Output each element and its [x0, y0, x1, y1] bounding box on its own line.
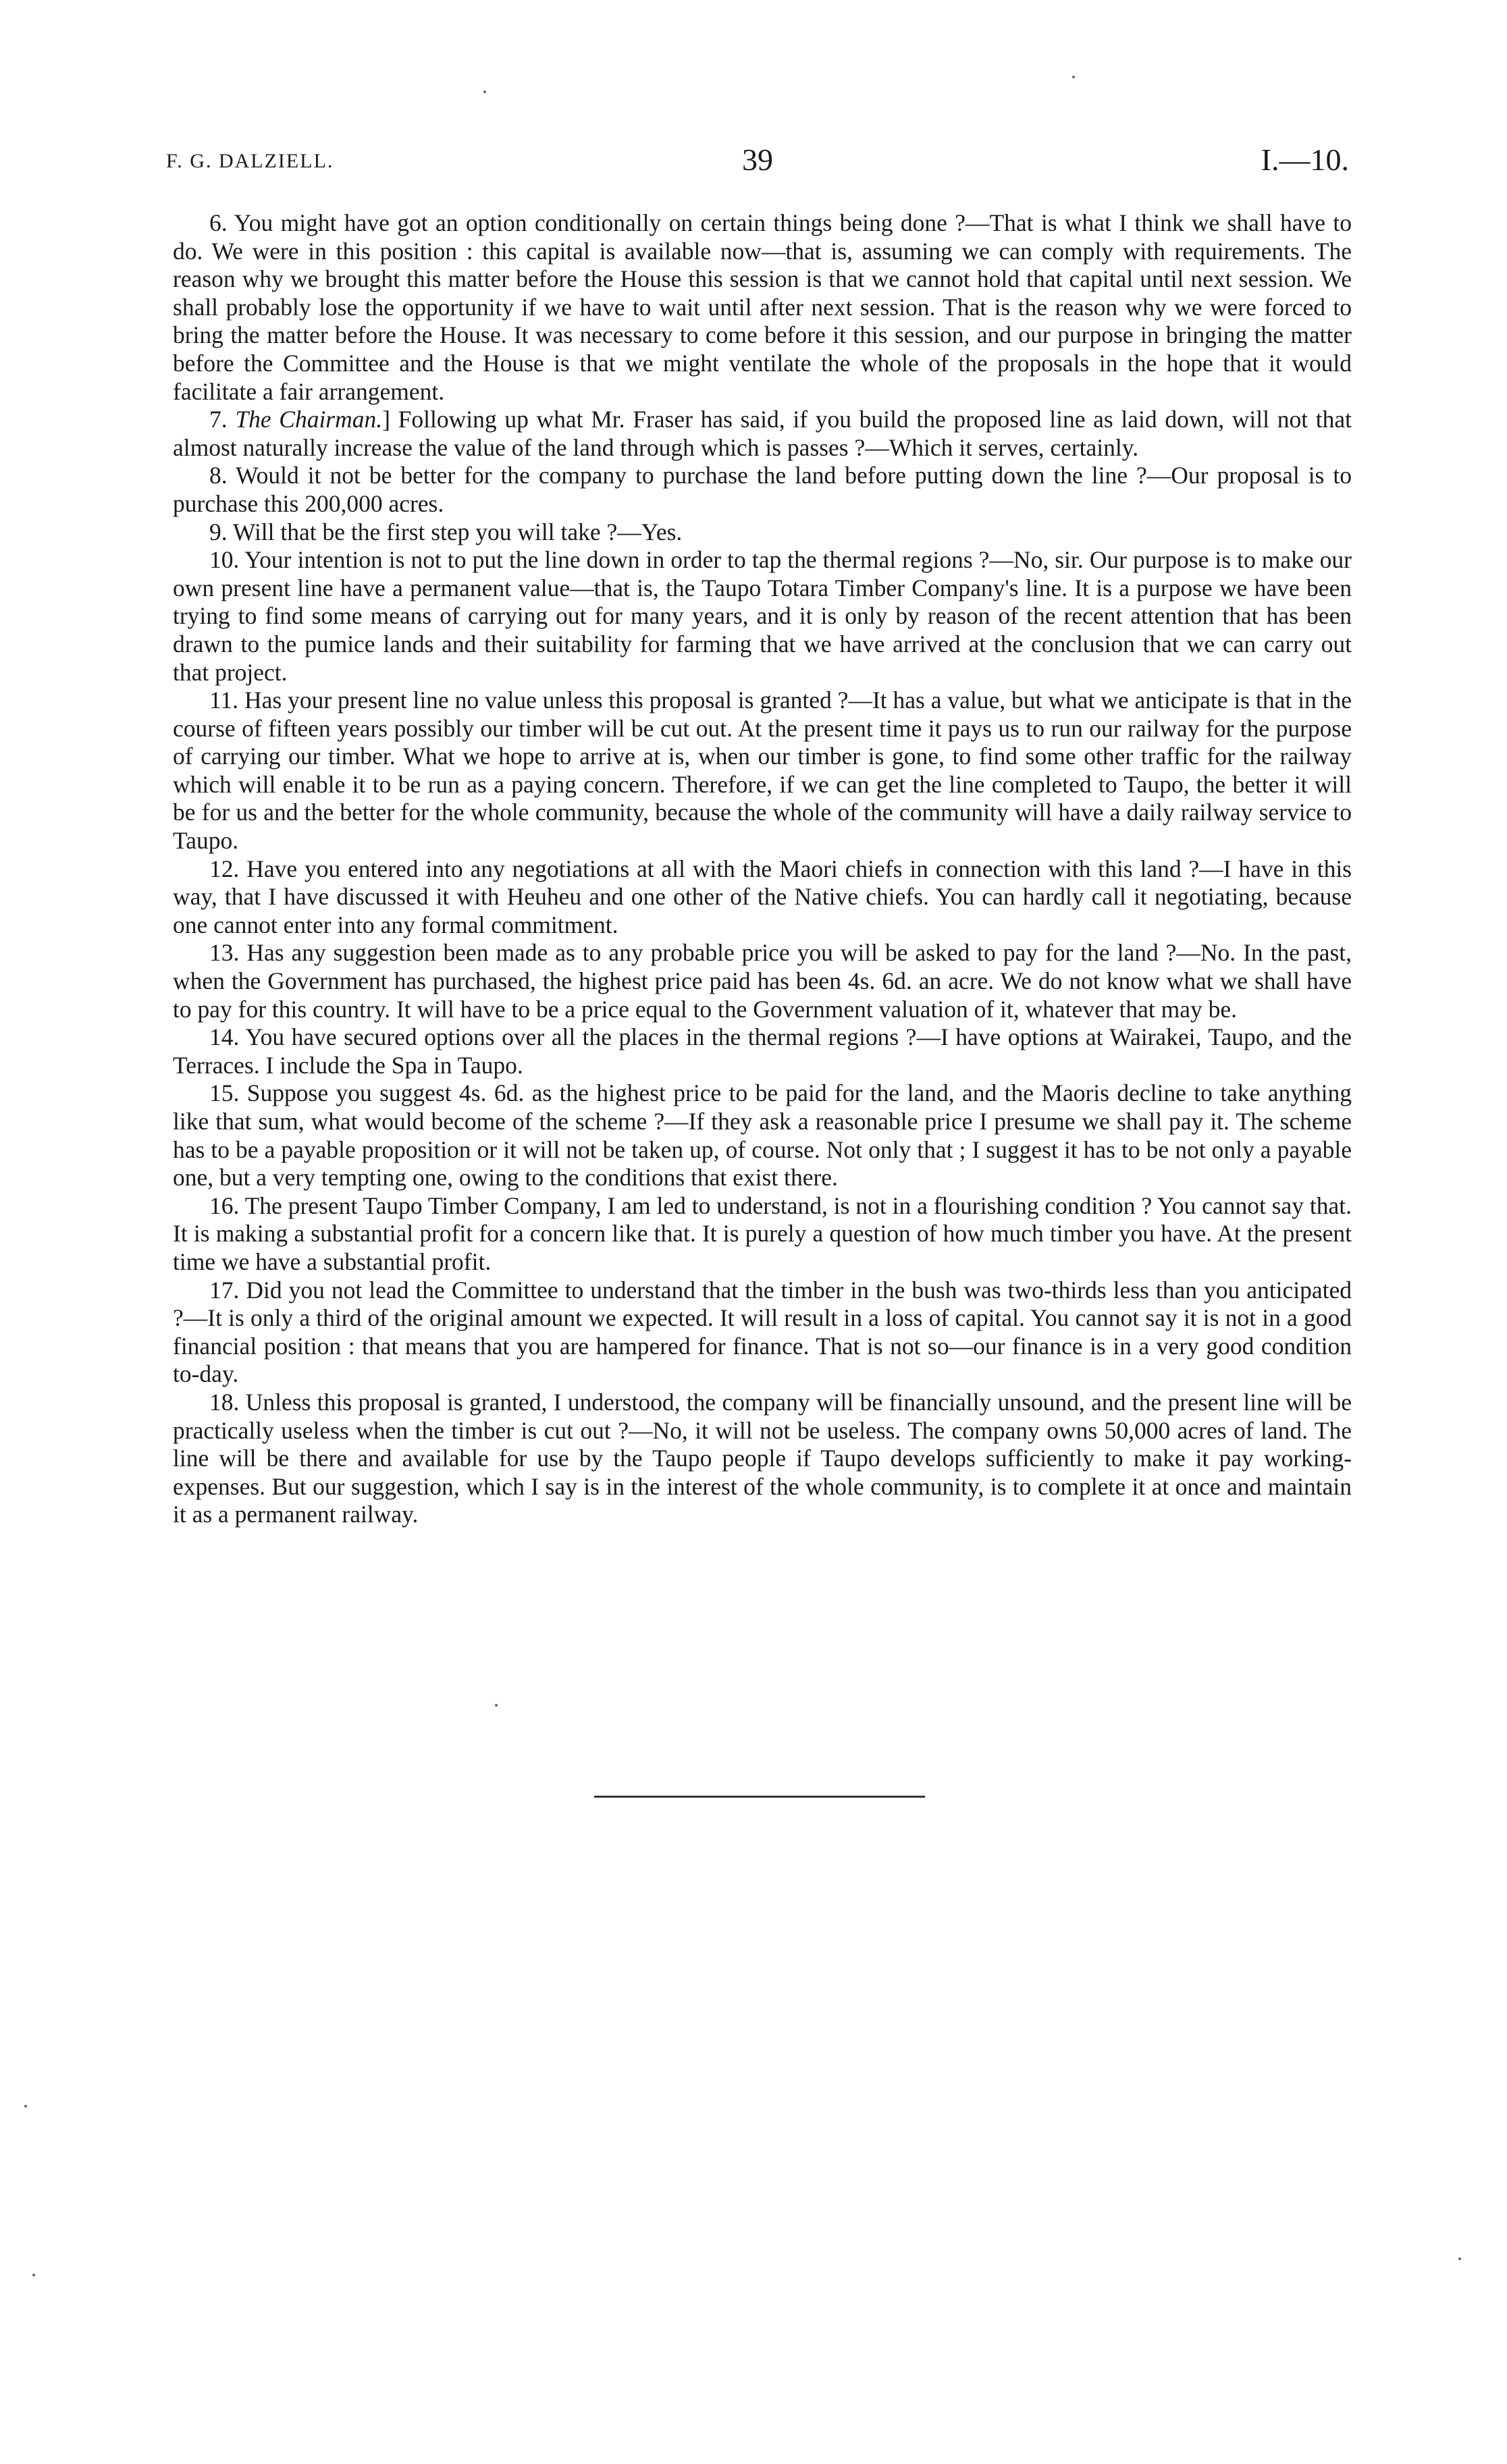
- running-head: [166, 142, 1349, 182]
- question-answer-paragraph: [173, 939, 1352, 1023]
- scan-speck: [32, 2274, 35, 2276]
- scan-speck: [1458, 2257, 1461, 2260]
- question-answer-paragraph: [173, 1079, 1352, 1191]
- scan-speck: [495, 1704, 498, 1707]
- paragraph-text: 11. Has your present line no value unless this proposal is granted ?—It has a value, but what we anticipate is that in the course of fifteen years possibly our timber will be cut out. At the present time it pays us to run our railway for the purpose of carrying our timber. What we hope to arrive at is, when our timber is gone, to find some other traffic for the railway which will enable it to be run as a paying concern. Therefore, if we can get the line completed to Taupo, the better it will be for us and the better for the whole community, because the whole of the community will have a daily railway service to Taupo.: [173, 687, 1352, 855]
- question-answer-paragraph: [173, 546, 1352, 687]
- witness-name: F. G. DALZIELL.: [166, 150, 334, 172]
- speaker-name: The Chairman.: [235, 406, 383, 433]
- paragraph-text: 18. Unless this proposal is granted, I understood, the company will be financially unsound, and the present line will be practically useless when the timber is cut out ?—No, it will not be useless. The company owns 50,000 acres of land. The line will be there and available for use by the Taupo people if Taupo develops sufficiently to make it pay working-expenses. But our suggestion, which I say is in the interest of the whole community, is to complete it at once and maintain it as a permanent railway.: [173, 1388, 1352, 1528]
- paragraph-text: 14. You have secured options over all the places in the thermal regions ?—I have options at Wairakei, Taupo, and the Terraces. I include the Spa in Taupo.: [173, 1023, 1352, 1079]
- question-answer-paragraph: [173, 687, 1352, 855]
- paragraph-text: 13. Has any suggestion been made as to any probable price you will be asked to pay for the land ?—No. In the past, when the Government has purchased, the highest price paid has been 4s. 6d. an acre. We do not know what we shall have to pay for this country. It will have to be a price equal to the Government valuation of it, whatever that may be.: [173, 939, 1352, 1023]
- question-answer-paragraph: [173, 1389, 1352, 1529]
- paragraph-text: 6. You might have got an option conditionally on certain things being done ?—That is what I think we shall have to do. We were in this position : this capital is available now—that is, assuming we can comply with requirements. The reason why we brought this matter before the House this session is that we cannot hold that capital until next session. We shall probably lose the opportunity if we have to wait until after next session. That is the reason why we were forced to bring the matter before the House. It was necessary to come before it this session, and our purpose in bringing the matter before the Committee and the House is that we might ventilate the whole of the proposals in the hope that it would facilitate a fair arrangement.: [173, 209, 1352, 405]
- paragraph-text: 17. Did you not lead the Committee to understand that the timber in the bush was two-thirds less than you anticipated ?—It is only a third of the original amount we expected. It will result in a loss of capital. You cannot say it is not in a good financial position : that means that you are hampered for finance. That is not so—our finance is in a very good condition to-day.: [173, 1276, 1352, 1388]
- paragraph-text: 12. Have you entered into any negotiations at all with the Maori chiefs in connection with this land ?—I have in this way, that I have discussed it with Heuheu and one other of the Native chiefs. You can hardly call it negotiating, because one cannot enter into any formal commitment.: [173, 855, 1352, 938]
- question-answer-paragraph: [173, 1023, 1352, 1079]
- question-answer-paragraph: [173, 1192, 1352, 1277]
- document-reference: I.—10.: [1261, 142, 1349, 177]
- question-answer-paragraph: [173, 855, 1352, 940]
- closing-rule: [594, 1796, 925, 1798]
- question-answer-paragraph: [173, 518, 1352, 547]
- question-answer-paragraph: [173, 462, 1352, 518]
- paragraph-text: 9. Will that be the first step you will take ?—Yes.: [209, 518, 683, 545]
- evidence-text: [173, 209, 1352, 1529]
- page-number: 39: [742, 142, 773, 177]
- paragraph-text: 15. Suppose you suggest 4s. 6d. as the highest price to be paid for the land, and the Maoris decline to take anything like that sum, what would become of the scheme ?—If they ask a reasonable price I presume we shall pay it. The scheme has to be a payable proposition or it will not be taken up, of course. Not only that ; I suggest it has to be not only a payable one, but a very tempting one, owing to the conditions that exist there.: [173, 1079, 1352, 1191]
- scan-speck: [1072, 76, 1075, 78]
- question-answer-paragraph: [173, 1277, 1352, 1389]
- question-answer-paragraph: [173, 209, 1352, 406]
- question-answer-paragraph: [173, 406, 1352, 462]
- paragraph-text: 10. Your intention is not to put the line down in order to tap the thermal regions ?—No, sir. Our purpose is to make our own present line have a permanent value—that is, the Taupo Totara Timber Company's line. It is a purpose we have been trying to find some means of carrying out for many years, and it is only by reason of the recent attention that has been drawn to the pumice lands and their suitability for farming that we have arrived at the conclusion that we can carry out that project.: [173, 546, 1352, 686]
- scan-speck: [483, 90, 486, 93]
- paragraph-text: ] Following up what Mr. Fraser has said, if you build the proposed line as laid down, will not that almost naturally increase the value of the land through which is passes ?—Which it serves, certainly.: [173, 406, 1352, 461]
- paragraph-lead: 7.: [209, 406, 236, 433]
- paragraph-text: 16. The present Taupo Timber Company, I am led to understand, is not in a flourishing condition ? You cannot say that. It is making a substantial profit for a concern like that. It is purely a question of how much timber you have. At the present time we have a substantial profit.: [173, 1191, 1352, 1275]
- paragraph-text: 8. Would it not be better for the company to purchase the land before putting down the line ?—Our proposal is to purchase this 200,000 acres.: [173, 462, 1352, 517]
- scan-speck: [24, 2105, 27, 2108]
